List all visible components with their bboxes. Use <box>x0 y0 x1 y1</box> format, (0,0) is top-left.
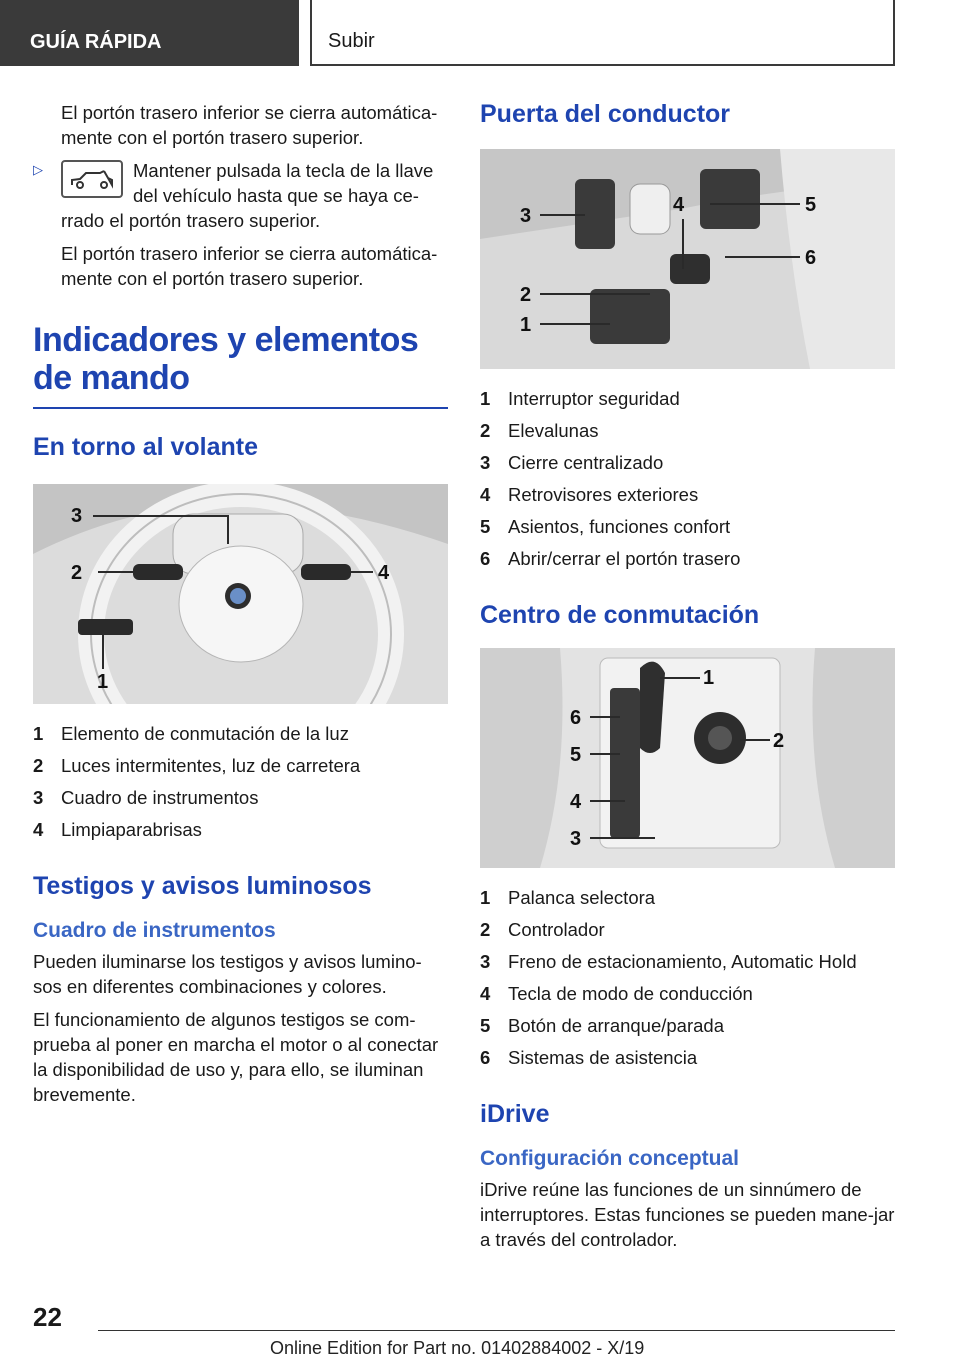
legend-item: 4 Tecla de modo de conducción <box>480 983 753 1004</box>
legend-item: 5 Botón de arranque/parada <box>480 1015 725 1036</box>
svg-text:2: 2 <box>773 730 785 752</box>
legend-item: 2 Luces intermitentes, luz de carretera <box>33 755 361 776</box>
legend-item: 1 Interruptor seguridad <box>480 388 680 409</box>
paragraph: El funcionamiento de algunos testigos se com-prueba al poner en marcha el motor o al conectar la disponibilidad de uso y, para ello, se iluminan brevemente. <box>33 1009 439 1105</box>
section-tab[interactable]: GUÍA RÁPIDA <box>0 0 299 66</box>
legend-item: 1 Elemento de conmutación de la luz <box>33 723 349 744</box>
paragraph: Pueden iluminarse los testigos y avisos lumino-sos en diferentes combinaciones y colores. <box>33 951 422 997</box>
svg-text:4: 4 <box>378 562 390 584</box>
legend-item: 6 Sistemas de asistencia <box>480 1047 698 1068</box>
car-tailgate-key-icon <box>61 160 123 198</box>
legend-list-volante <box>33 718 448 846</box>
subir-link[interactable]: Subir <box>310 0 895 66</box>
legend-item: 2 Controlador <box>480 919 605 940</box>
legend-item: 6 Abrir/cerrar el portón trasero <box>480 548 741 569</box>
paragraph: Mantener pulsada la tecla de la llave del vehículo hasta que se haya ce-rrado el portón trasero superior. <box>61 160 434 231</box>
legend-item: 3 Cuadro de instrumentos <box>33 787 259 808</box>
left-column <box>33 100 448 1115</box>
svg-text:2: 2 <box>71 562 83 584</box>
svg-text:3: 3 <box>570 828 582 850</box>
svg-text:1: 1 <box>703 667 715 689</box>
paragraph: El portón trasero inferior se cierra automática-mente con el portón trasero superior. <box>61 102 438 148</box>
legend-item: 4 Limpiaparabrisas <box>33 819 202 840</box>
svg-text:2: 2 <box>520 284 532 306</box>
minor-heading: Configuración conceptual <box>480 1147 740 1170</box>
svg-text:4: 4 <box>673 194 685 216</box>
svg-text:3: 3 <box>71 505 83 527</box>
edition-note: Online Edition for Part no. 01402884002 - X/19 <box>270 1338 645 1358</box>
svg-text:5: 5 <box>570 744 582 766</box>
minor-heading: Cuadro de instrumentos <box>33 919 276 942</box>
legend-item: 3 Freno de estacionamiento, Automatic Hold <box>480 951 857 972</box>
legend-item: 1 Palanca selectora <box>480 887 656 908</box>
legend-item: 2 Elevalunas <box>480 420 599 441</box>
center-console-photo <box>480 648 895 868</box>
svg-text:1: 1 <box>97 671 109 693</box>
subsection-heading: iDrive <box>480 1100 550 1128</box>
right-column <box>480 100 895 1260</box>
svg-text:5: 5 <box>805 194 817 216</box>
steering-wheel-photo <box>33 484 448 704</box>
legend-list-puerta <box>480 383 895 575</box>
legend-item: 5 Asientos, funciones confort <box>480 516 731 537</box>
paragraph: iDrive reúne las funciones de un sinnúmero de interruptores. Estas funciones se pueden mane-jar a través del controlador. <box>480 1179 895 1250</box>
triangle-right-icon: ▷ <box>33 162 43 177</box>
top-bar <box>0 0 960 66</box>
svg-text:1: 1 <box>520 314 532 336</box>
subsection-heading: Puerta del conductor <box>480 100 731 128</box>
legend-item: 4 Retrovisores exteriores <box>480 484 699 505</box>
subsection-heading: Centro de conmutación <box>480 601 760 629</box>
section-heading: Indicadores y elementos de mando <box>33 321 448 409</box>
instruction-step <box>33 158 448 233</box>
legend-list-centro <box>480 882 895 1074</box>
page-number: 22 <box>33 1302 62 1332</box>
svg-text:6: 6 <box>570 707 582 729</box>
legend-item: 3 Cierre centralizado <box>480 452 664 473</box>
svg-text:6: 6 <box>805 247 817 269</box>
footer-divider <box>98 1330 895 1331</box>
paragraph: El portón trasero inferior se cierra automática-mente con el portón trasero superior. <box>61 243 438 289</box>
driver-door-photo <box>480 149 895 369</box>
subsection-heading: En torno al volante <box>33 433 259 461</box>
svg-text:3: 3 <box>520 205 532 227</box>
subsection-heading: Testigos y avisos luminosos <box>33 872 372 900</box>
svg-text:4: 4 <box>570 791 582 813</box>
